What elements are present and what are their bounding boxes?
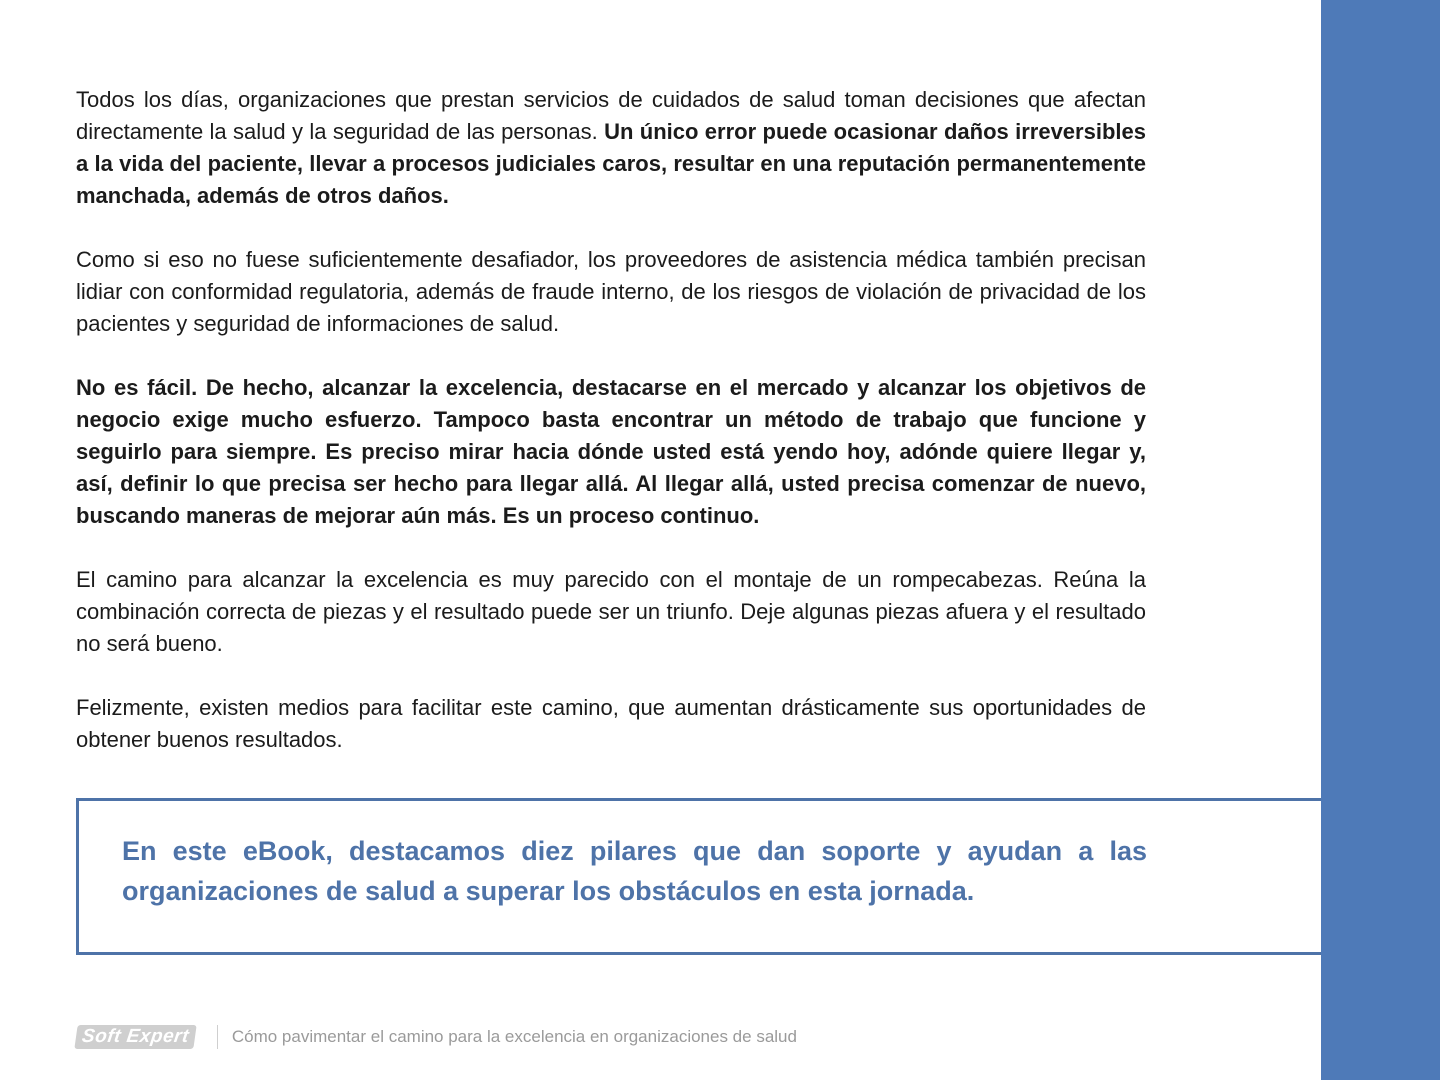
footer-divider <box>217 1025 218 1049</box>
intro-emphasis: Un único error puede ocasionar daños irreversibles a la vida del paciente, llevar a procesos judiciales caros, resultar en una reputación permanentemente manchada, además de otros daños. <box>76 119 1146 208</box>
paragraph-means: Felizmente, existen medios para facilitar este camino, que aumentan drásticamente sus oportunidades de obtener buenos resultados. <box>76 695 1146 752</box>
softexpert-logo: Soft Expert <box>74 1025 196 1049</box>
footer-title: Cómo pavimentar el camino para la excelencia en organizaciones de salud <box>231 1027 797 1046</box>
page-footer <box>76 1023 797 1051</box>
callout-text: En este eBook, destacamos diez pilares que dan soporte y ayudan a las organizaciones de salud a superar los obstáculos en esta jornada. <box>122 836 1147 906</box>
side-accent-band <box>1321 0 1440 1080</box>
paragraph-excellence: No es fácil. De hecho, alcanzar la excelencia, destacarse en el mercado y alcanzar los objetivos de negocio exige mucho esfuerzo. Tampoco basta encontrar un método de trabajo que funcione y seguirlo para siempre. Es preciso mirar hacia dónde usted está yendo hoy, adónde quiere llegar y, así, definir lo que precisa ser hecho para llegar allá. Al llegar allá, usted precisa comenzar de nuevo, buscando maneras de mejorar aún más. Es un proceso continuo. <box>76 375 1146 528</box>
paragraph-puzzle: El camino para alcanzar la excelencia es muy parecido con el montaje de un rompecabezas. Reúna la combinación correcta de piezas y el resultado puede ser un triunfo. Deje algunas piezas afuera y el resultado no será bueno. <box>76 567 1146 656</box>
callout-box <box>76 798 1321 955</box>
paragraph-challenges: Como si eso no fuese suficientemente desafiador, los proveedores de asistencia médica también precisan lidiar con conformidad regulatoria, además de fraude interno, de los riesgos de violación de privacidad de los pacientes y seguridad de informaciones de salud. <box>76 247 1146 336</box>
paragraph-intro: Todos los días, organizaciones que prestan servicios de cuidados de salud toman decisiones que afectan directamente la salud y la seguridad de las personas. Un único error puede ocasionar daños irreversibles a la vida del paciente, llevar a procesos judiciales caros, resultar en una reputación permanentemente manchada, además de otros daños. <box>76 87 1146 208</box>
body-text <box>76 84 1146 788</box>
